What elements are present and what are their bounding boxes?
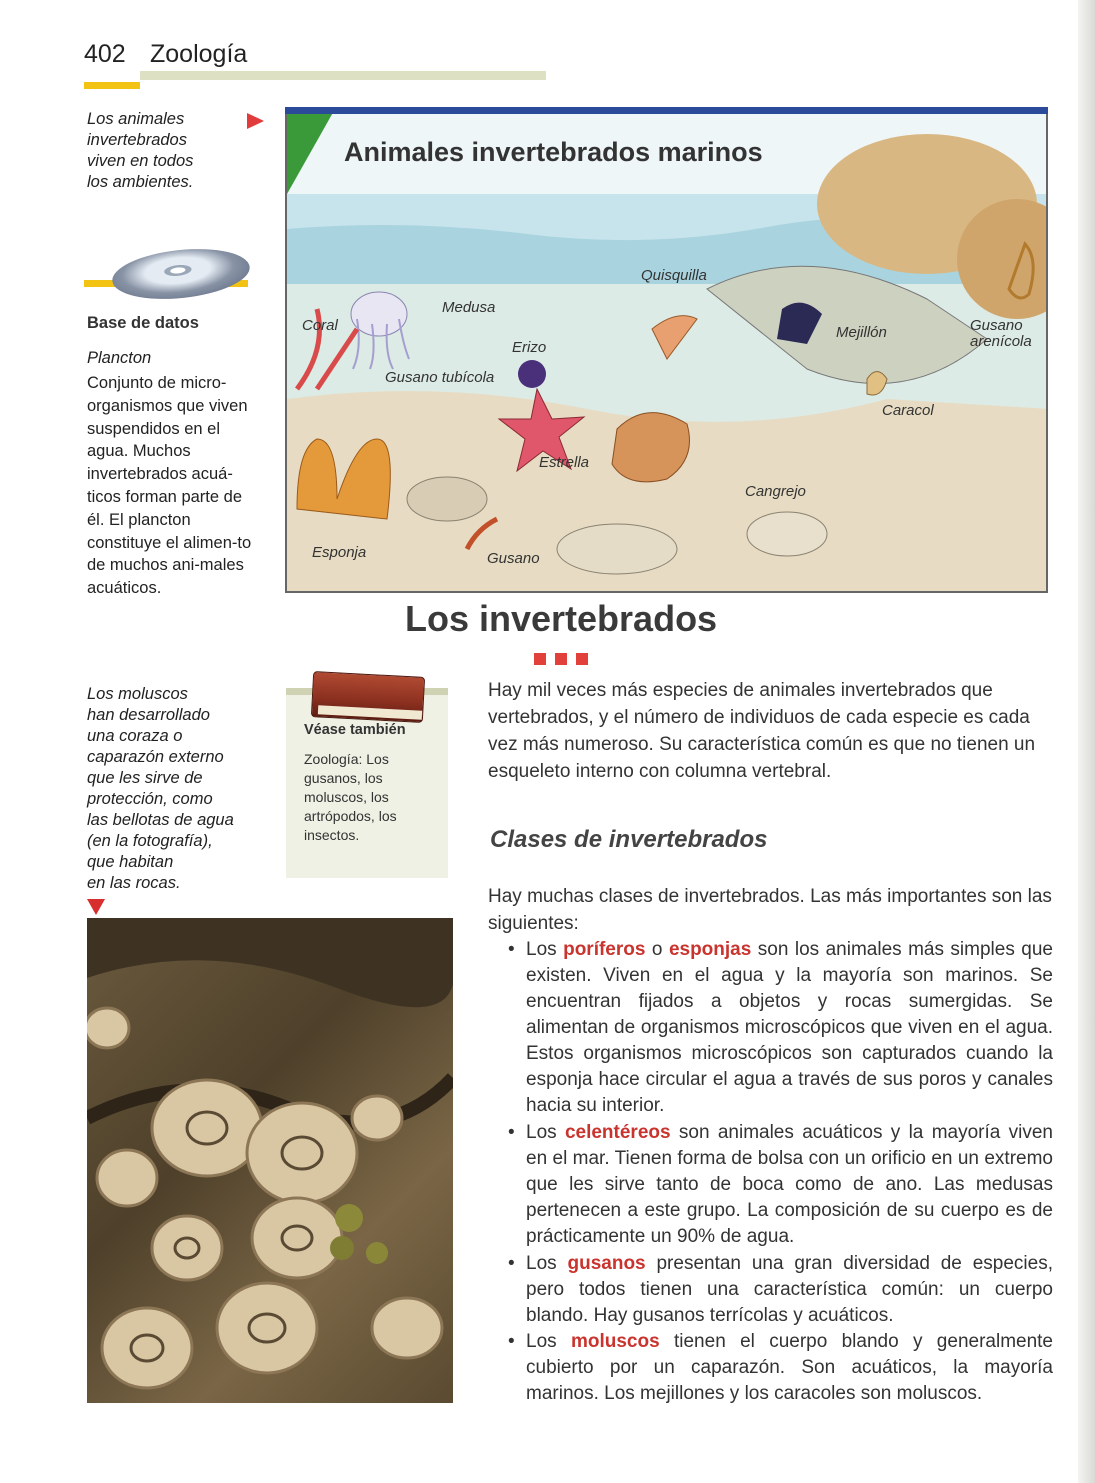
side-note-top: Los animales invertebrados viven en todos los ambientes. [87, 110, 194, 191]
label-gusano-tubicola: Gusano tubícola [385, 369, 495, 386]
see-also-title: Véase también [304, 722, 406, 738]
label-mejillon: Mejillón [836, 324, 887, 341]
marine-illustration [285, 107, 1048, 593]
keyword: poríferos [563, 939, 646, 960]
keyword: celentéreos [564, 1122, 671, 1143]
illustration-title: Animales invertebrados marinos [344, 137, 763, 167]
barnacles-photo [87, 918, 453, 1403]
title-square [576, 653, 588, 665]
label-estrella: Estrella [539, 454, 590, 471]
title-square [555, 653, 567, 665]
bullet-dot: • [508, 1122, 515, 1143]
subheading: Clases de invertebrados [490, 826, 768, 853]
bullet-dot: • [508, 1253, 515, 1274]
keyword: gusanos [567, 1253, 646, 1274]
database-title: Base de datos [87, 314, 199, 332]
arrow-right-icon [247, 113, 264, 129]
label-caracol: Caracol [882, 402, 934, 419]
bullet-celentereos: • Los celentéreos son animales acuáticos y la mayoría viven en el mar. Tienen forma de bolsa con un orificio en un extremo que les sirve tanto de boca como de ano. Las medusas pertenecen a este grupo. La composición de su cuerpo es de prácticamente un 90% de agua. [508, 1122, 1053, 1247]
header-accent-bar [84, 82, 140, 89]
illustration-art [287, 109, 1048, 593]
section-title: Zoología [150, 40, 248, 68]
label-gusano-arenicola: Gusano arenícola [970, 317, 1032, 350]
label-erizo: Erizo [512, 339, 547, 356]
bullet-gusanos: • Los gusanos presentan una gran diversidad de especies, pero todos tienen una característica común: un cuerpo blando. Hay gusanos terrícolas y acuáticos. [508, 1253, 1053, 1326]
keyword: moluscos [570, 1331, 660, 1352]
bullet-moluscos: • Los moluscos tienen el cuerpo blando y generalmente cubierto por un caparazón. Son acuáticos, la mayoría marinos. Los mejillones y los caracoles son moluscos. [508, 1331, 1053, 1404]
bullet-dot: • [508, 939, 515, 960]
header-rule [140, 71, 546, 80]
illustration-top-bar [285, 107, 1048, 114]
main-title: Los invertebrados [405, 598, 718, 639]
see-also-body: Zoología: Los gusanos, los moluscos, los artrópodos, los insectos. [304, 751, 397, 843]
label-esponja: Esponja [312, 544, 367, 561]
keyword: esponjas [668, 939, 752, 960]
barnacles-art [87, 918, 453, 1403]
intro-paragraph: Hay mil veces más especies de animales invertebrados que vertebrados, y el número de individuos de cada especie es cada vez más numeroso. Su característica común es que no tienen un esqueleto interno con columna vertebral. [488, 680, 1036, 782]
database-definition: Conjunto de micro-organismos que viven suspendidos en el agua. Muchos invertebrados acuá-ticos forman parte de él. El plancton constituye el alimen-to de muchos ani-males acuáticos. [87, 374, 252, 598]
label-cangrejo: Cangrejo [745, 483, 806, 500]
label-gusano: Gusano [487, 550, 540, 567]
page-number: 402 [84, 40, 126, 68]
title-square [534, 653, 546, 665]
cd-disc-icon [110, 243, 252, 305]
side-note-bottom: Los moluscos han desarrollado una coraza o caparazón externo que les sirve de protección, como las bellotas de agua (en la fotografía), que habitan en las rocas. [87, 685, 234, 892]
bullet-poriferos: • Los poríferos o esponjas son los animales más simples que existen. Viven en el agua y la mayoría son marinos. Se encuentran fijados a objetos y rocas sumergidas. Se alimentan de organismos microscópicos que viven en el agua. Estos organismos microscópicos son capturados cuando la esponja hace circular el agua a través de sus poros y canales hacia su interior. [508, 939, 1053, 1116]
database-term: Plancton [87, 349, 152, 367]
label-medusa: Medusa [442, 299, 496, 316]
classes-intro: Hay muchas clases de invertebrados. Las más importantes son las siguientes: [488, 886, 1052, 934]
bullet-dot: • [508, 1331, 515, 1352]
label-coral: Coral [302, 317, 338, 334]
page-edge [1078, 0, 1095, 1483]
label-quisquilla: Quisquilla [641, 267, 707, 284]
arrow-down-icon [87, 899, 105, 915]
